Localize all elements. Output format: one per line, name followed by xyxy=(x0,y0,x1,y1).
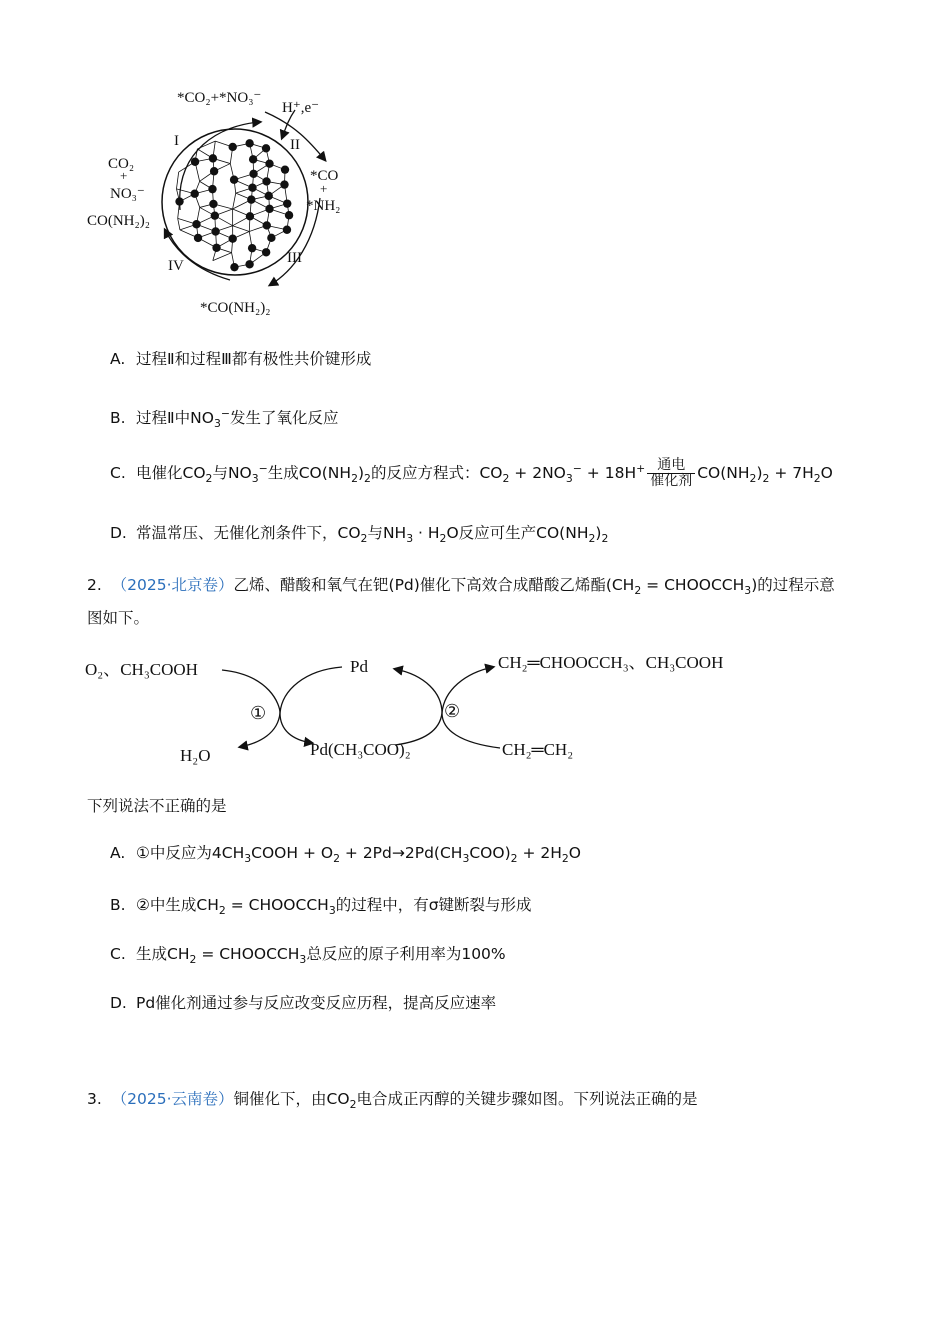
q3-stem xyxy=(87,1087,697,1109)
sub-3: 3 xyxy=(744,583,752,597)
q2-option-a-text5: + 2H xyxy=(517,844,562,862)
fig2-step-2: ② xyxy=(444,701,461,721)
lattice-bond xyxy=(176,172,178,189)
q2-stem-text2: = CHOOCCH xyxy=(641,576,745,594)
q2-option-a-text6: O xyxy=(568,844,581,862)
q1-option-c-text4: ) xyxy=(357,464,365,482)
lattice-atom xyxy=(209,200,217,208)
fig1-step-IV: IV xyxy=(168,258,184,274)
q2-option-b-text3: 的过程中，有σ键断裂与形成 xyxy=(335,896,532,914)
sub-3: 3 xyxy=(299,952,307,966)
q3-source[interactable]: （2025·云南卷） xyxy=(111,1090,234,1108)
lattice-atom xyxy=(248,244,256,252)
fig1-step-I: I xyxy=(174,133,179,149)
fig1-label-right-plus: + xyxy=(320,181,328,196)
lattice-atom xyxy=(247,195,255,203)
lattice-atom xyxy=(208,185,216,193)
q1-option-c-text11: O xyxy=(820,464,833,482)
fig1-label-top: *CO₂+*NO₃⁻ xyxy=(177,90,262,106)
sub-2: 2 xyxy=(502,471,510,485)
cycle1-in-arrow xyxy=(222,670,312,743)
q1-option-a-text: 过程Ⅱ和过程Ⅲ都有极性共价键形成 xyxy=(136,350,372,368)
q1-option-d-text3: · H xyxy=(413,524,440,542)
q2-option-c-text: 生成CH xyxy=(136,945,190,963)
fig1-step-III: III xyxy=(287,250,302,266)
sup-plus: + xyxy=(636,462,646,476)
lattice-atom xyxy=(230,176,238,184)
fig2-mid-top: Pd xyxy=(350,657,368,676)
q1-option-c-label: C. xyxy=(110,464,126,482)
q2-option-b-text2: = CHOOCCH xyxy=(225,896,329,914)
sub-3: 3 xyxy=(406,531,414,545)
lattice-atom xyxy=(194,234,202,242)
lattice-atom xyxy=(210,167,218,175)
lattice-atom xyxy=(281,165,289,173)
q2-option-a-text4: COO) xyxy=(469,844,511,862)
fig2-right-top: CH₂═CHOOCCH₃、CH₃COOH xyxy=(498,653,724,672)
fig1-label-bottom: *CO(NH₂)₂ xyxy=(200,300,271,316)
sub-2: 2 xyxy=(360,531,368,545)
lattice-atom xyxy=(249,155,257,163)
lattice-atom xyxy=(285,211,293,219)
q1-option-d-text4: O反应可生产CO(NH xyxy=(446,524,589,542)
q2-option-a-text3: + 2Pd→2Pd(CH xyxy=(339,844,463,862)
sub-2: 2 xyxy=(189,952,197,966)
q2-option-b[interactable] xyxy=(110,893,532,915)
sub-3: 3 xyxy=(213,416,221,430)
reaction-condition xyxy=(647,458,695,489)
q1-option-c-text6: + 2NO xyxy=(509,464,566,482)
lattice-atom xyxy=(248,184,256,192)
sub-2: 2 xyxy=(349,1097,357,1111)
q2-stem xyxy=(87,573,835,595)
lattice-bond xyxy=(178,218,180,229)
q1-option-b-text2: 发生了氧化反应 xyxy=(229,409,339,427)
fig1-label-h: H⁺,e⁻ xyxy=(282,100,320,116)
q3-number: 3. xyxy=(87,1090,102,1108)
q1-option-d-text5: ) xyxy=(595,524,602,542)
q1-option-d-text: 常温常压、无催化剂条件下，CO xyxy=(136,524,361,542)
q1-option-c-text10: + 7H xyxy=(769,464,814,482)
sup-minus: − xyxy=(220,407,230,421)
q1-option-b[interactable] xyxy=(110,406,338,428)
q2-option-b-label: B. xyxy=(110,896,126,914)
lattice-atom xyxy=(262,144,270,152)
catalyst-cycle-figure xyxy=(80,80,370,330)
sub-2: 2 xyxy=(561,851,569,865)
sub-2: 2 xyxy=(205,471,213,485)
sub-3: 3 xyxy=(251,471,259,485)
q2-option-b-text: ②中生成CH xyxy=(136,896,219,914)
q2-option-d-label: D. xyxy=(110,994,127,1012)
pd-cycle-figure xyxy=(80,645,780,775)
condition-top: 通电 xyxy=(657,457,686,473)
q1-option-d-text2: 与NH xyxy=(367,524,407,542)
lattice-atom xyxy=(230,263,238,271)
lattice-atom xyxy=(191,158,199,166)
lattice-atom xyxy=(265,205,273,213)
lattice-atom xyxy=(209,154,217,162)
q1-option-c-text3: 生成CO(NH xyxy=(267,464,352,482)
fig2-left-top: O₂、CH₃COOH xyxy=(85,660,198,679)
fig1-label-right2: *NH₂ xyxy=(306,198,341,214)
sub-2: 2 xyxy=(333,851,340,865)
q2-option-a-text2: COOH + O xyxy=(251,844,334,862)
lattice-atom xyxy=(191,190,199,198)
lattice-atom xyxy=(283,226,291,234)
q1-option-b-text: 过程Ⅱ中NO xyxy=(136,409,214,427)
lattice-atom xyxy=(229,143,237,151)
lattice-atom xyxy=(245,139,253,147)
q2-option-d[interactable] xyxy=(110,991,496,1013)
q2-option-c-text3: 总反应的原子利用率为100% xyxy=(306,945,506,963)
q2-option-a-label: A. xyxy=(110,844,126,862)
q2-source[interactable]: （2025·北京卷） xyxy=(111,576,234,594)
q2-option-a-text: ①中反应为4CH xyxy=(136,844,245,862)
fig2-mid-bottom: Pd(CH₃COO)₂ xyxy=(310,740,411,759)
lattice-atom xyxy=(212,244,220,252)
q1-option-c-text8: CO(NH xyxy=(697,464,750,482)
q1-option-c-text: 电催化CO xyxy=(136,464,206,482)
fig1-label-right1: *CO xyxy=(310,168,339,184)
sub-2: 2 xyxy=(634,583,642,597)
fig1-label-left2: NO₃⁻ xyxy=(110,186,145,202)
q2-stem-line2: 图如下。 xyxy=(87,609,150,627)
sub-2: 2 xyxy=(762,471,770,485)
sub-3: 3 xyxy=(328,903,336,917)
q3-stem-text: 铜催化下，由CO xyxy=(233,1090,350,1108)
sub-2: 2 xyxy=(813,471,821,485)
q1-option-c-text2: 与NO xyxy=(212,464,252,482)
fig1-label-left1: CO₂ xyxy=(108,156,135,172)
q2-option-c-text2: = CHOOCCH xyxy=(196,945,300,963)
lattice-atom xyxy=(283,199,291,207)
step-I-arrow xyxy=(180,122,260,210)
sub-2: 2 xyxy=(749,471,757,485)
q2-option-c-label: C. xyxy=(110,945,126,963)
sub-3: 3 xyxy=(565,471,573,485)
lattice-atom xyxy=(267,234,275,242)
q1-option-a-label: A. xyxy=(110,350,126,368)
q1-option-c-text9: ) xyxy=(756,464,763,482)
q2-ask: 下列说法不正确的是 xyxy=(87,797,227,815)
lattice-bond xyxy=(213,253,232,261)
q2-number: 2. xyxy=(87,576,102,594)
q1-option-b-label: B. xyxy=(110,409,126,427)
q2-option-c[interactable] xyxy=(110,942,506,964)
lattice-atom xyxy=(280,180,288,188)
sub-2: 2 xyxy=(588,531,596,545)
lattice-atom xyxy=(211,211,219,219)
q3-stem-text2: 电合成正丙醇的关键步骤如图。下列说法正确的是 xyxy=(356,1090,698,1108)
lattice-atom xyxy=(245,260,253,268)
fig1-label-left3: CO(NH₂)₂ xyxy=(87,213,150,229)
q2-stem-text3: )的过程示意 xyxy=(751,576,835,594)
fig2-right-bottom: CH₂═CH₂ xyxy=(502,740,574,759)
sub-2: 2 xyxy=(364,471,371,485)
lattice-atom xyxy=(265,160,273,168)
lattice-atom xyxy=(249,170,257,178)
sup-minus: − xyxy=(572,462,582,476)
q1-option-c-text5: 的反应方程式：CO xyxy=(370,464,503,482)
q1-option-d-label: D. xyxy=(110,524,127,542)
sub-2: 2 xyxy=(351,471,358,485)
sup-minus: − xyxy=(258,462,268,476)
sub-2: 2 xyxy=(510,851,518,865)
q1-option-c[interactable] xyxy=(110,458,833,489)
lattice-atom xyxy=(192,220,200,228)
fig1-step-II: II xyxy=(290,137,300,153)
lattice-atom xyxy=(229,234,237,242)
fig2-step-1: ① xyxy=(250,703,267,723)
fig1-label-left-plus: + xyxy=(120,168,128,183)
lattice-atom xyxy=(246,212,254,220)
q1-option-c-text7: + 18H xyxy=(581,464,637,482)
sub-2: 2 xyxy=(439,531,447,545)
fig2-left-bottom: H₂O xyxy=(180,746,211,765)
sub-2: 2 xyxy=(601,531,609,545)
sub-2: 2 xyxy=(218,903,226,917)
q2-option-d-text: Pd催化剂通过参与反应改变反应历程，提高反应速率 xyxy=(136,994,497,1012)
q2-option-a[interactable] xyxy=(110,841,581,863)
lattice-atom xyxy=(262,248,270,256)
sub-3: 3 xyxy=(462,851,470,865)
lattice-atom xyxy=(262,177,270,185)
lattice-bond xyxy=(233,193,236,209)
lattice-atom xyxy=(265,192,273,200)
q1-option-a[interactable] xyxy=(110,347,371,369)
q2-stem-text: 乙烯、醋酸和氧气在钯(Pd)催化下高效合成醋酸乙烯酯(CH xyxy=(233,576,635,594)
sub-3: 3 xyxy=(244,851,252,865)
lattice-bond xyxy=(233,226,250,232)
lattice-atom xyxy=(263,221,271,229)
condition-bottom: 催化剂 xyxy=(647,473,695,489)
q1-option-d[interactable] xyxy=(110,521,608,543)
lattice-atom xyxy=(211,227,219,235)
